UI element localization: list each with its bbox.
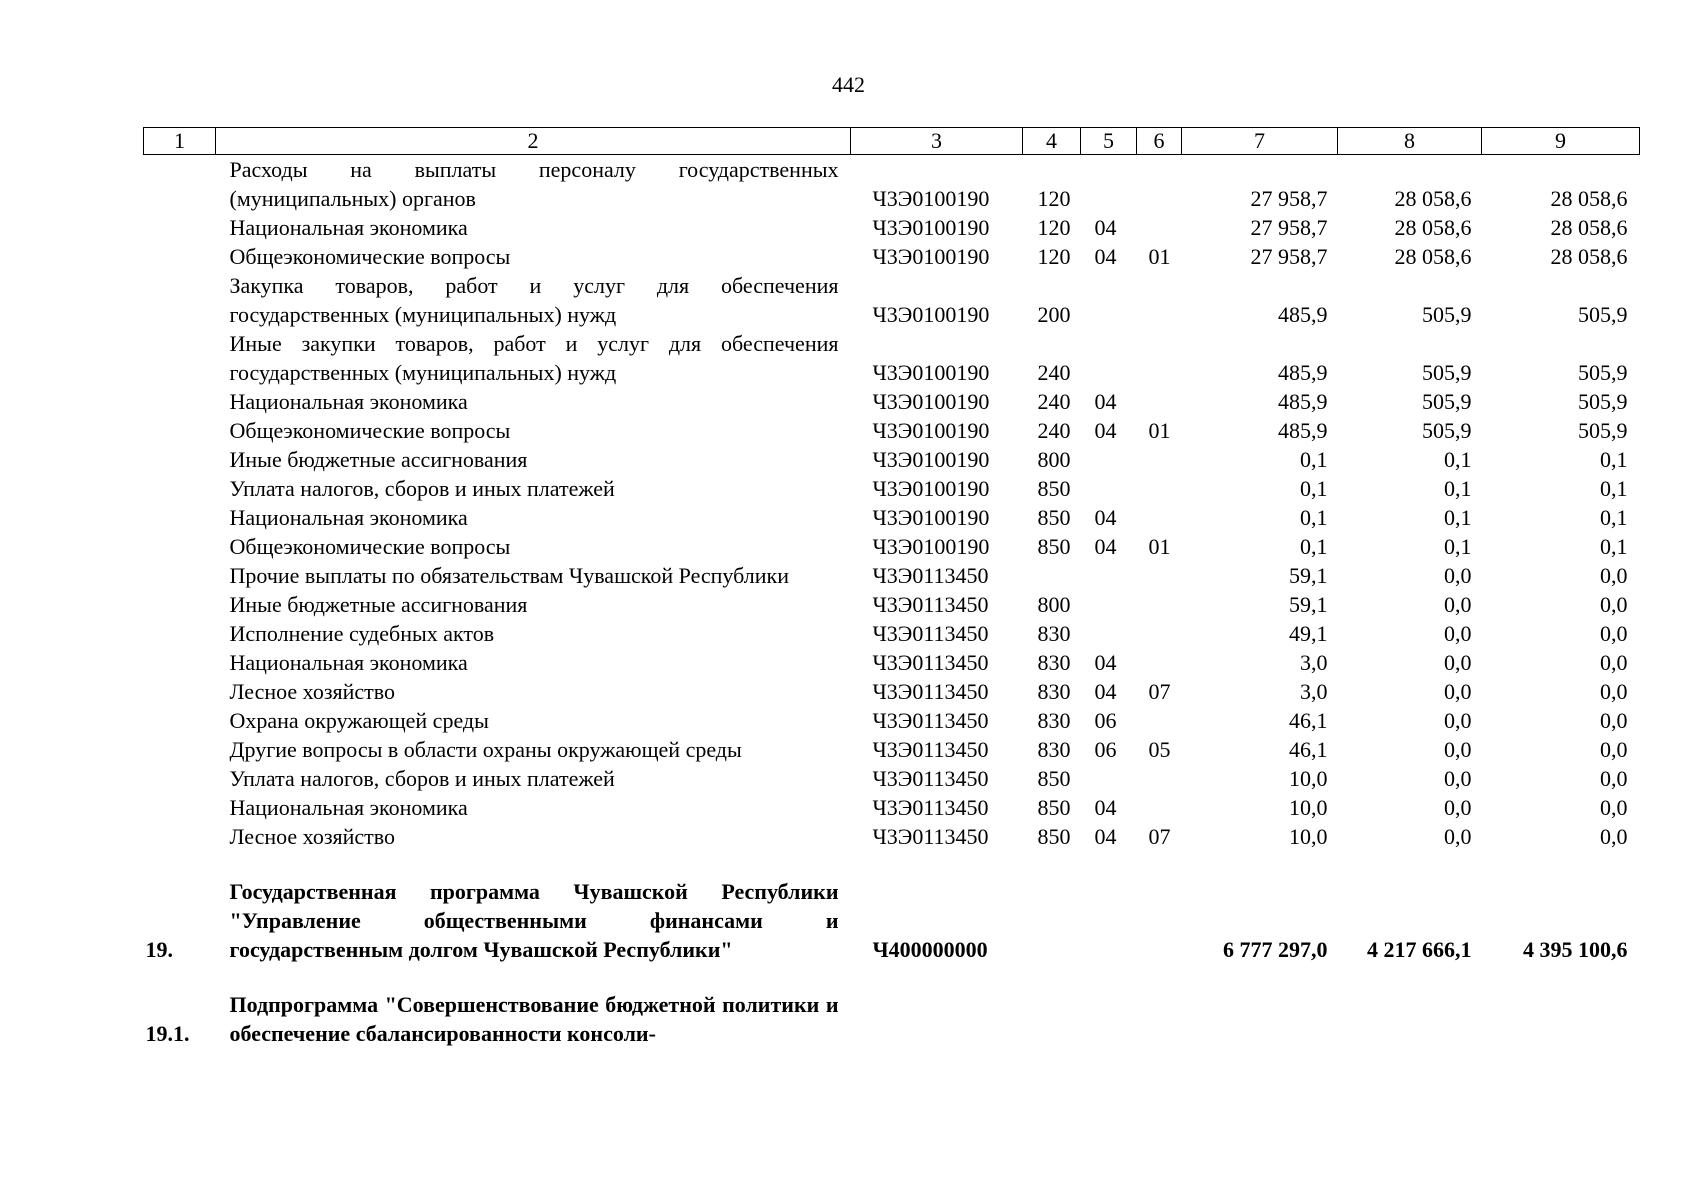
row-number bbox=[144, 822, 216, 851]
column-header: 3 bbox=[851, 128, 1023, 155]
row-number bbox=[144, 590, 216, 619]
subsection-code: 07 bbox=[1148, 824, 1171, 849]
row-name: Расходы на выплаты персоналу государственных (муниципальных) органов bbox=[229, 157, 839, 211]
expense-type-code: 240 bbox=[1037, 389, 1071, 414]
amount-col9: 505,9 bbox=[1578, 418, 1628, 443]
table-row bbox=[144, 445, 1640, 474]
section-code: 06 bbox=[1094, 737, 1117, 762]
row-name: Национальная экономика bbox=[229, 795, 468, 820]
section-code bbox=[1081, 590, 1137, 619]
target-article-code: Ч3Э0100190 bbox=[872, 244, 990, 269]
section-code: 04 bbox=[1094, 650, 1117, 675]
row-name: Национальная экономика bbox=[229, 215, 468, 240]
amount-col7: 27 958,7 bbox=[1250, 186, 1328, 211]
target-article-code: Ч3Э0113450 bbox=[872, 766, 989, 791]
expense-type-code bbox=[1023, 561, 1081, 590]
column-header: 8 bbox=[1338, 128, 1482, 155]
section-code bbox=[1081, 619, 1137, 648]
amount-col9: 505,9 bbox=[1578, 302, 1628, 327]
amount-col8: 0,0 bbox=[1444, 766, 1472, 791]
section-code: 04 bbox=[1094, 795, 1117, 820]
expense-type-code: 120 bbox=[1037, 186, 1071, 211]
row-name: Закупка товаров, работ и услуг для обеспечения государственных (муниципальных) нужд bbox=[229, 273, 839, 327]
row-number bbox=[144, 793, 216, 822]
table-row bbox=[144, 706, 1640, 735]
expense-type-code: 850 bbox=[1037, 824, 1071, 849]
expense-type-code bbox=[1023, 877, 1081, 964]
table-row bbox=[144, 532, 1640, 561]
row-name: Национальная экономика bbox=[229, 505, 468, 530]
subsection-code bbox=[1137, 474, 1182, 503]
amount-col7: 6 777 297,0 bbox=[1223, 937, 1328, 962]
target-article-code: Ч3Э0113450 bbox=[872, 795, 989, 820]
expense-type-code: 850 bbox=[1037, 505, 1071, 530]
row-number bbox=[144, 503, 216, 532]
target-article-code: Ч3Э0113450 bbox=[872, 679, 989, 704]
subsection-code bbox=[1137, 990, 1182, 1048]
amount-col9: 0,0 bbox=[1600, 708, 1628, 733]
table-body bbox=[144, 155, 1640, 1049]
amount-col8: 0,0 bbox=[1444, 737, 1472, 762]
column-header: 2 bbox=[216, 128, 851, 155]
subsection-code bbox=[1137, 561, 1182, 590]
subsection-code bbox=[1137, 387, 1182, 416]
row-number bbox=[144, 532, 216, 561]
row-number bbox=[144, 764, 216, 793]
header-row bbox=[144, 128, 1640, 155]
target-article-code: Ч3Э0100190 bbox=[872, 302, 990, 327]
row-number bbox=[144, 619, 216, 648]
amount-col9: 28 058,6 bbox=[1550, 186, 1628, 211]
subsection-code bbox=[1137, 793, 1182, 822]
row-name: Уплата налогов, сборов и иных платежей bbox=[229, 476, 615, 501]
subsection-code bbox=[1137, 706, 1182, 735]
table-row bbox=[144, 648, 1640, 677]
amount-col7: 485,9 bbox=[1278, 302, 1328, 327]
section-code: 04 bbox=[1094, 418, 1117, 443]
section-code: 04 bbox=[1094, 824, 1117, 849]
column-header: 6 bbox=[1137, 128, 1182, 155]
amount-col9: 0,0 bbox=[1600, 563, 1628, 588]
table-row bbox=[144, 793, 1640, 822]
row-number bbox=[144, 677, 216, 706]
expense-type-code bbox=[1023, 990, 1081, 1048]
row-number bbox=[144, 735, 216, 764]
table-row bbox=[144, 416, 1640, 445]
expense-type-code: 830 bbox=[1037, 621, 1071, 646]
amount-col8: 0,0 bbox=[1444, 708, 1472, 733]
section-code bbox=[1081, 990, 1137, 1048]
amount-col7: 10,0 bbox=[1289, 766, 1328, 791]
row-name: Уплата налогов, сборов и иных платежей bbox=[229, 766, 615, 791]
subsection-code bbox=[1137, 271, 1182, 329]
row-name: Иные бюджетные ассигнования bbox=[229, 447, 528, 472]
subsection-code: 05 bbox=[1148, 737, 1171, 762]
target-article-code: Ч3Э0113450 bbox=[872, 708, 989, 733]
row-number bbox=[144, 474, 216, 503]
amount-col8: 0,0 bbox=[1444, 795, 1472, 820]
row-name: Национальная экономика bbox=[229, 650, 468, 675]
amount-col8: 0,1 bbox=[1444, 476, 1472, 501]
expense-type-code: 850 bbox=[1037, 476, 1071, 501]
row-name: Национальная экономика bbox=[229, 389, 468, 414]
row-name: Исполнение судебных актов bbox=[229, 621, 495, 646]
amount-col9: 0,1 bbox=[1600, 534, 1628, 559]
row-number bbox=[144, 155, 216, 214]
amount-col8: 0,0 bbox=[1444, 824, 1472, 849]
target-article-code: Ч3Э0113450 bbox=[872, 621, 989, 646]
row-number: 19. bbox=[145, 937, 173, 962]
table-row bbox=[144, 474, 1640, 503]
row-name: Прочие выплаты по обязательствам Чувашской Республики bbox=[229, 563, 789, 588]
row-name: Подпрограмма "Совершенствование бюджетной политики и обеспечение сбалансированности консоли- bbox=[229, 992, 839, 1046]
amount-col7: 46,1 bbox=[1289, 708, 1328, 733]
amount-col9: 28 058,6 bbox=[1550, 215, 1628, 240]
program-row bbox=[144, 990, 1640, 1048]
target-article-code: Ч3Э0100190 bbox=[872, 447, 990, 472]
amount-col8: 505,9 bbox=[1422, 360, 1472, 385]
target-article-code: Ч3Э0113450 bbox=[872, 824, 989, 849]
amount-col7: 59,1 bbox=[1289, 592, 1328, 617]
amount-col9 bbox=[1482, 990, 1640, 1048]
amount-col7: 0,1 bbox=[1300, 534, 1328, 559]
amount-col7: 46,1 bbox=[1289, 737, 1328, 762]
amount-col8: 0,1 bbox=[1444, 447, 1472, 472]
column-header: 4 bbox=[1023, 128, 1081, 155]
table-row bbox=[144, 503, 1640, 532]
target-article-code: Ч3Э0113450 bbox=[872, 592, 989, 617]
row-number bbox=[144, 416, 216, 445]
amount-col9: 505,9 bbox=[1578, 389, 1628, 414]
row-name: Общеэкономические вопросы bbox=[229, 534, 511, 559]
amount-col7: 27 958,7 bbox=[1250, 215, 1328, 240]
subsection-code bbox=[1137, 877, 1182, 964]
amount-col9: 0,0 bbox=[1600, 766, 1628, 791]
row-number bbox=[144, 213, 216, 242]
table-row bbox=[144, 155, 1640, 214]
target-article-code: Ч3Э0100190 bbox=[872, 534, 990, 559]
target-article-code: Ч3Э0100190 bbox=[872, 389, 990, 414]
section-code: 04 bbox=[1094, 679, 1117, 704]
expense-type-code: 120 bbox=[1037, 244, 1071, 269]
row-name: Другие вопросы в области охраны окружающей среды bbox=[229, 737, 742, 762]
amount-col7: 0,1 bbox=[1300, 505, 1328, 530]
expense-type-code: 800 bbox=[1037, 592, 1071, 617]
amount-col9: 0,0 bbox=[1600, 679, 1628, 704]
amount-col8: 0,0 bbox=[1444, 563, 1472, 588]
amount-col8: 28 058,6 bbox=[1394, 186, 1472, 211]
amount-col9: 0,1 bbox=[1600, 505, 1628, 530]
row-name: Общеэкономические вопросы bbox=[229, 418, 511, 443]
amount-col8: 0,1 bbox=[1444, 534, 1472, 559]
column-header: 5 bbox=[1081, 128, 1137, 155]
amount-col7: 0,1 bbox=[1300, 476, 1328, 501]
section-code bbox=[1081, 155, 1137, 214]
amount-col9: 0,0 bbox=[1600, 824, 1628, 849]
amount-col8: 28 058,6 bbox=[1394, 215, 1472, 240]
page-number: 442 bbox=[832, 72, 865, 97]
target-article-code: Ч3Э0100190 bbox=[872, 360, 990, 385]
target-article-code: Ч3Э0100190 bbox=[872, 186, 990, 211]
target-article-code: Ч3Э0100190 bbox=[872, 476, 990, 501]
subsection-code bbox=[1137, 619, 1182, 648]
table-row bbox=[144, 213, 1640, 242]
amount-col7: 3,0 bbox=[1300, 679, 1328, 704]
table-row bbox=[144, 387, 1640, 416]
target-article-code: Ч3Э0113450 bbox=[872, 563, 989, 588]
row-name: Лесное хозяйство bbox=[229, 824, 396, 849]
expense-type-code: 240 bbox=[1037, 418, 1071, 443]
section-code bbox=[1081, 561, 1137, 590]
amount-col9: 0,0 bbox=[1600, 621, 1628, 646]
column-header: 7 bbox=[1182, 128, 1338, 155]
amount-col8: 0,0 bbox=[1444, 679, 1472, 704]
amount-col7: 59,1 bbox=[1289, 563, 1328, 588]
row-name: Общеэкономические вопросы bbox=[229, 244, 511, 269]
subsection-code: 01 bbox=[1148, 418, 1171, 443]
table-row bbox=[144, 764, 1640, 793]
table-row bbox=[144, 677, 1640, 706]
expense-type-code: 830 bbox=[1037, 708, 1071, 733]
expense-type-code: 850 bbox=[1037, 534, 1071, 559]
amount-col9: 0,0 bbox=[1600, 650, 1628, 675]
target-article-code: Ч3Э0113450 bbox=[872, 737, 989, 762]
row-name: Иные закупки товаров, работ и услуг для обеспечения государственных (муниципальных) нужд bbox=[229, 331, 839, 385]
section-code bbox=[1081, 764, 1137, 793]
amount-col8: 0,0 bbox=[1444, 592, 1472, 617]
subsection-code: 07 bbox=[1148, 679, 1171, 704]
table-row bbox=[144, 822, 1640, 851]
table-row bbox=[144, 561, 1640, 590]
amount-col7: 27 958,7 bbox=[1250, 244, 1328, 269]
spacer-cell bbox=[144, 964, 1640, 990]
expense-type-code: 200 bbox=[1037, 302, 1071, 327]
column-header: 9 bbox=[1482, 128, 1640, 155]
target-article-code: Ч3Э0113450 bbox=[872, 650, 989, 675]
amount-col7: 49,1 bbox=[1289, 621, 1328, 646]
row-number bbox=[144, 445, 216, 474]
section-code bbox=[1081, 474, 1137, 503]
table-row bbox=[144, 271, 1640, 329]
row-number: 19.1. bbox=[145, 1021, 190, 1046]
row-number bbox=[144, 387, 216, 416]
table-row bbox=[144, 619, 1640, 648]
target-article-code: Ч3Э0100190 bbox=[872, 418, 990, 443]
subsection-code bbox=[1137, 503, 1182, 532]
target-article-code: Ч400000000 bbox=[872, 937, 988, 962]
table-row bbox=[144, 329, 1640, 387]
spacer-row bbox=[144, 964, 1640, 990]
section-code bbox=[1081, 329, 1137, 387]
row-number bbox=[144, 271, 216, 329]
amount-col7: 3,0 bbox=[1300, 650, 1328, 675]
section-code: 06 bbox=[1094, 708, 1117, 733]
row-number bbox=[144, 561, 216, 590]
row-number bbox=[144, 329, 216, 387]
expense-type-code: 850 bbox=[1037, 766, 1071, 791]
row-name: Лесное хозяйство bbox=[229, 679, 396, 704]
amount-col9: 0,0 bbox=[1600, 795, 1628, 820]
amount-col7: 10,0 bbox=[1289, 795, 1328, 820]
amount-col8: 0,0 bbox=[1444, 650, 1472, 675]
section-code: 04 bbox=[1094, 389, 1117, 414]
target-article-code: Ч3Э0100190 bbox=[872, 215, 990, 240]
target-article-code: Ч3Э0100190 bbox=[872, 505, 990, 530]
expense-type-code: 800 bbox=[1037, 447, 1071, 472]
amount-col7: 0,1 bbox=[1300, 447, 1328, 472]
amount-col9: 0,0 bbox=[1600, 737, 1628, 762]
amount-col9: 0,1 bbox=[1600, 447, 1628, 472]
subsection-code bbox=[1137, 445, 1182, 474]
expense-type-code: 830 bbox=[1037, 679, 1071, 704]
table-row bbox=[144, 590, 1640, 619]
subsection-code bbox=[1137, 648, 1182, 677]
amount-col7: 485,9 bbox=[1278, 360, 1328, 385]
spacer-row bbox=[144, 851, 1640, 877]
expense-type-code: 240 bbox=[1037, 360, 1071, 385]
subsection-code bbox=[1137, 764, 1182, 793]
row-name: Иные бюджетные ассигнования bbox=[229, 592, 528, 617]
subsection-code: 01 bbox=[1148, 244, 1171, 269]
amount-col8: 505,9 bbox=[1422, 389, 1472, 414]
section-code: 04 bbox=[1094, 534, 1117, 559]
amount-col8: 0,0 bbox=[1444, 621, 1472, 646]
amount-col8 bbox=[1338, 990, 1482, 1048]
amount-col8: 4 217 666,1 bbox=[1367, 937, 1472, 962]
amount-col7: 485,9 bbox=[1278, 389, 1328, 414]
table-row bbox=[144, 242, 1640, 271]
subsection-code bbox=[1137, 155, 1182, 214]
section-code bbox=[1081, 271, 1137, 329]
subsection-code bbox=[1137, 590, 1182, 619]
amount-col9: 28 058,6 bbox=[1550, 244, 1628, 269]
subsection-code bbox=[1137, 213, 1182, 242]
amount-col9: 0,1 bbox=[1600, 476, 1628, 501]
amount-col8: 505,9 bbox=[1422, 418, 1472, 443]
amount-col7: 485,9 bbox=[1278, 418, 1328, 443]
amount-col9: 0,0 bbox=[1600, 592, 1628, 617]
section-code: 04 bbox=[1094, 244, 1117, 269]
expense-type-code: 120 bbox=[1037, 215, 1071, 240]
spacer-cell bbox=[144, 851, 1640, 877]
amount-col7: 10,0 bbox=[1289, 824, 1328, 849]
row-name: Государственная программа Чувашской Республики "Управление общественными финансами и государственным долгом Чувашской Республики" bbox=[229, 879, 839, 962]
expense-type-code: 850 bbox=[1037, 795, 1071, 820]
budget-table bbox=[143, 127, 1640, 1048]
amount-col8: 28 058,6 bbox=[1394, 244, 1472, 269]
expense-type-code: 830 bbox=[1037, 650, 1071, 675]
row-number bbox=[144, 242, 216, 271]
target-article-code bbox=[851, 990, 1023, 1048]
section-code bbox=[1081, 877, 1137, 964]
section-code: 04 bbox=[1094, 215, 1117, 240]
table-row bbox=[144, 735, 1640, 764]
column-header: 1 bbox=[144, 128, 216, 155]
row-name: Охрана окружающей среды bbox=[229, 708, 489, 733]
amount-col8: 505,9 bbox=[1422, 302, 1472, 327]
subsection-code: 01 bbox=[1148, 534, 1171, 559]
amount-col9: 4 395 100,6 bbox=[1523, 937, 1628, 962]
row-number bbox=[144, 648, 216, 677]
expense-type-code: 830 bbox=[1037, 737, 1071, 762]
section-code: 04 bbox=[1094, 505, 1117, 530]
subsection-code bbox=[1137, 329, 1182, 387]
row-number bbox=[144, 706, 216, 735]
section-code bbox=[1081, 445, 1137, 474]
amount-col7 bbox=[1182, 990, 1338, 1048]
amount-col9: 505,9 bbox=[1578, 360, 1628, 385]
program-row bbox=[144, 877, 1640, 964]
amount-col8: 0,1 bbox=[1444, 505, 1472, 530]
